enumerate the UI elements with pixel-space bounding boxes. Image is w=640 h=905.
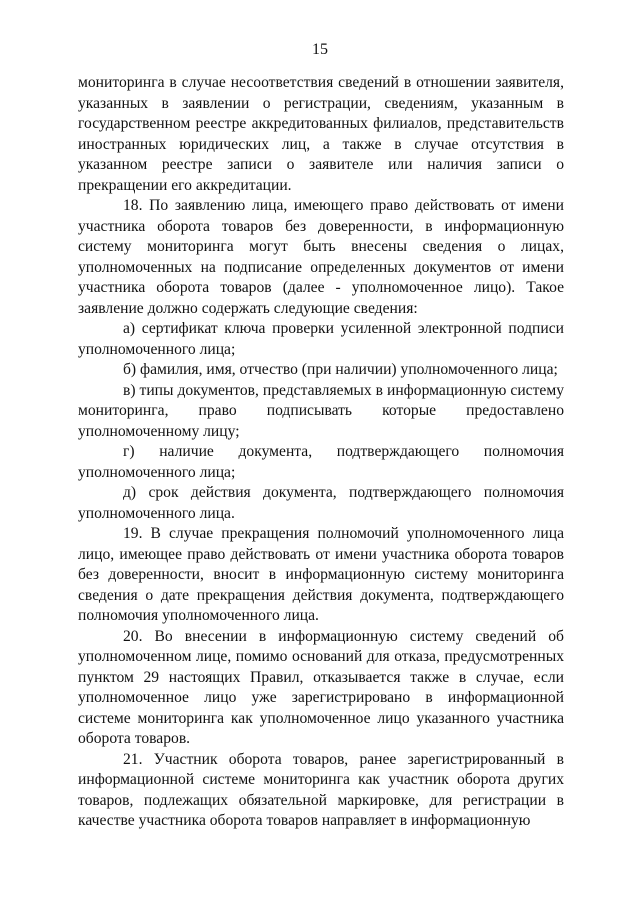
paragraph-21: 21. Участник оборота товаров, ранее зарегистрированный в информационной системе мониторинга как участник оборота других товаров, подлежащих обязательной маркировке, для регистрации в качестве участника оборота товаров направляет в информационную bbox=[78, 750, 564, 829]
list-item-a: а) сертификат ключа проверки усиленной электронной подписи уполномоченного лица; bbox=[78, 320, 564, 358]
document-body bbox=[78, 73, 564, 832]
paragraph-20: 20. Во внесении в информационную систему сведений об уполномоченном лице, помимо оснований для отказа, предусмотренных пунктом 29 настоящих Правил, отказывается также в случае, если уполномоченное лицо уже зарегистрировано в информационной системе мониторинга как уполномоченное лицо указанного участника оборота товаров. bbox=[78, 627, 564, 747]
list-item-g: г) наличие документа, подтверждающего полномочия уполномоченного лица; bbox=[78, 443, 564, 481]
paragraph-19: 19. В случае прекращения полномочий уполномоченного лица лицо, имеющее право действовать от имени участника оборота товаров без доверенности, вносит в информационную систему мониторинга сведения о дате прекращения действия документа, подтверждающего полномочия уполномоченного лица. bbox=[78, 525, 564, 624]
page-number: 15 bbox=[312, 41, 328, 58]
list-item-b: б) фамилия, имя, отчество (при наличии) уполномоченного лица; bbox=[123, 361, 558, 378]
paragraph-18: 18. По заявлению лица, имеющего право действовать от имени участника оборота товаров без доверенности, в информационную систему мониторинга могут быть внесены сведения о лицах, уполномоченных на подписание определенных документов от имени участника оборота товаров (далее - уполномоченное лицо). Такое заявление должно содержать следующие сведения: bbox=[78, 197, 564, 317]
list-item-d: д) срок действия документа, подтверждающего полномочия уполномоченного лица. bbox=[78, 484, 564, 522]
paragraph-continuation: мониторинга в случае несоответствия сведений в отношении заявителя, указанных в заявлении о регистрации, сведениям, указанным в государственном реестре аккредитованных филиалов, представительств иностранных юридических лиц, а также в случае отсутствия в указанном реестре записи о заявителе или наличия записи о прекращении его аккредитации. bbox=[78, 74, 564, 194]
list-item-v: в) типы документов, представляемых в информационную систему мониторинга, право подписывать которые предоставлено уполномоченному лицу; bbox=[78, 381, 564, 440]
